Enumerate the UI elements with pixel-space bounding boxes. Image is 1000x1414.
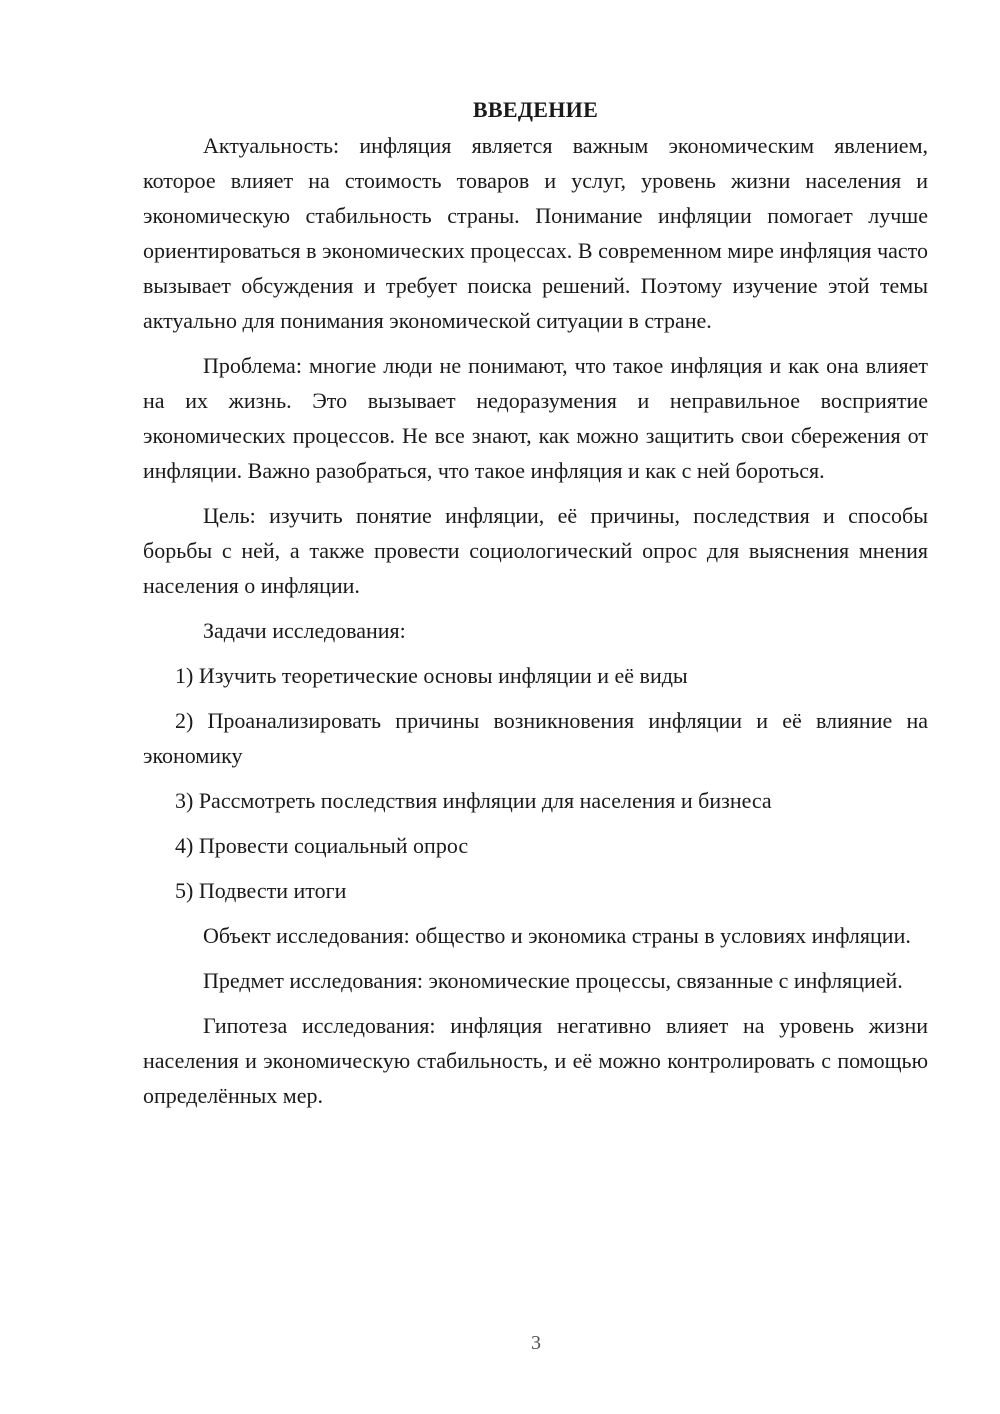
paragraph-goal: Цель: изучить понятие инфляции, её причины, последствия и способы борьбы с ней, а также провести социологический опрос для выяснения мнения населения о инфляции. [143, 503, 928, 598]
paragraph-object: Объект исследования: общество и экономика страны в условиях инфляции. [203, 923, 911, 948]
paragraph-subject: Предмет исследования: экономические процессы, связанные с инфляцией. [203, 968, 903, 993]
task-item-1: 1) Изучить теоретические основы инфляции и её виды [175, 663, 688, 688]
task-item-3: 3) Рассмотреть последствия инфляции для населения и бизнеса [175, 788, 772, 813]
task-item-2: 2) Проанализировать причины возникновения инфляции и её влияние на экономику [143, 708, 928, 768]
task-item-4: 4) Провести социальный опрос [175, 833, 469, 858]
document-page [143, 92, 928, 1123]
paragraph-hypothesis: Гипотеза исследования: инфляция негативно влияет на уровень жизни населения и экономическую стабильность, и её можно контролировать с помощью определённых мер. [143, 1013, 928, 1108]
paragraph-problem: Проблема: многие люди не понимают, что такое инфляция и как она влияет на их жизнь. Это вызывает недоразумения и неправильное восприятие экономических процессов. Не все знают, как можно защитить свои сбережения от инфляции. Важно разобраться, что такое инфляция и как с ней бороться. [143, 353, 928, 483]
task-item-5: 5) Подвести итоги [175, 878, 347, 903]
page-number: 3 [531, 1332, 541, 1354]
paragraph-tasks-heading: Задачи исследования: [203, 618, 406, 643]
section-title: ВВЕДЕНИЕ [472, 97, 599, 122]
paragraph-relevance: Актуальность: инфляция является важным экономическим явлением, которое влияет на стоимость товаров и услуг, уровень жизни населения и экономическую стабильность страны. Понимание инфляции помогает лучше ориентироваться в экономических процессах. В современном мире инфляция часто вызывает обсуждения и требует поиска решений. Поэтому изучение этой темы актуально для понимания экономической ситуации в стране. [143, 133, 928, 333]
